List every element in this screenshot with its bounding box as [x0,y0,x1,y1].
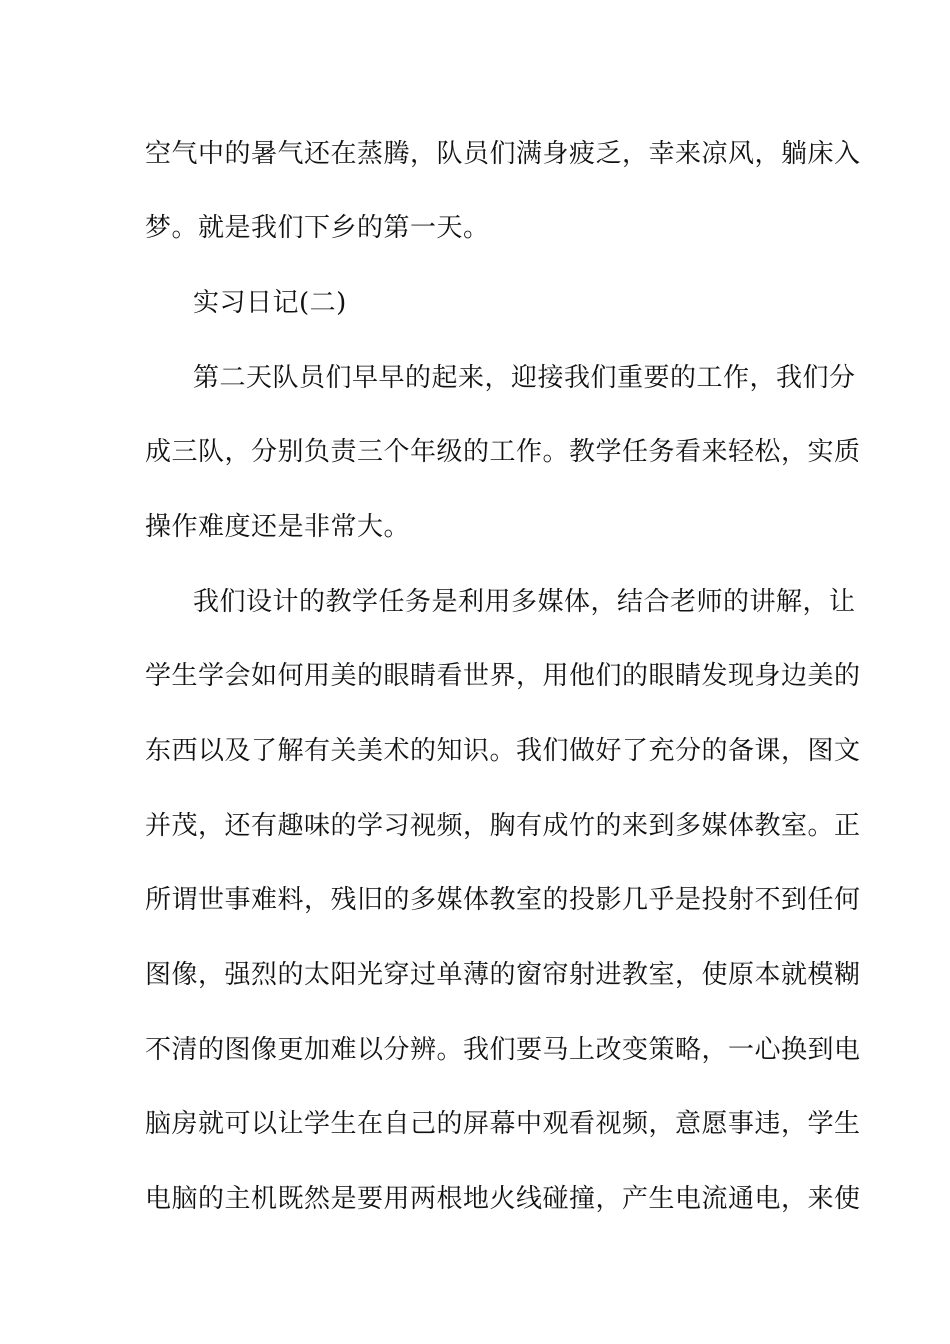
text-line: 并茂，还有趣味的学习视频，胸有成竹的来到多媒体教室。正 [145,811,861,841]
text-line: 我们设计的教学任务是利用多媒体，结合老师的讲解，让 [193,587,856,617]
text-line: 所谓世事难料，残旧的多媒体教室的投影几乎是投射不到任何 [145,885,861,915]
text-line: 成三队，分别负责三个年级的工作。教学任务看来轻松，实质 [145,437,861,467]
text-line: 空气中的暑气还在蒸腾，队员们满身疲乏，幸来凉风，躺床入 [145,139,861,169]
text-line: 电脑的主机既然是要用两根地火线碰撞，产生电流通电，来使 [145,1184,861,1214]
text-line: 东西以及了解有关美术的知识。我们做好了充分的备课，图文 [145,736,861,766]
text-line: 不清的图像更加难以分辨。我们要马上改变策略，一心换到电 [145,1035,861,1065]
text-line: 脑房就可以让学生在自己的屏幕中观看视频，意愿事违，学生 [145,1109,861,1139]
text-line: 操作难度还是非常大。 [145,512,411,542]
text-line: 第二天队员们早早的起来，迎接我们重要的工作，我们分 [193,363,856,393]
text-line: 梦。就是我们下乡的第一天。 [145,213,490,243]
section-heading: 实习日记(二) [193,288,347,318]
text-line: 图像，强烈的太阳光穿过单薄的窗帘射进教室，使原本就模糊 [145,960,861,990]
text-line: 学生学会如何用美的眼睛看世界，用他们的眼睛发现身边美的 [145,661,861,691]
